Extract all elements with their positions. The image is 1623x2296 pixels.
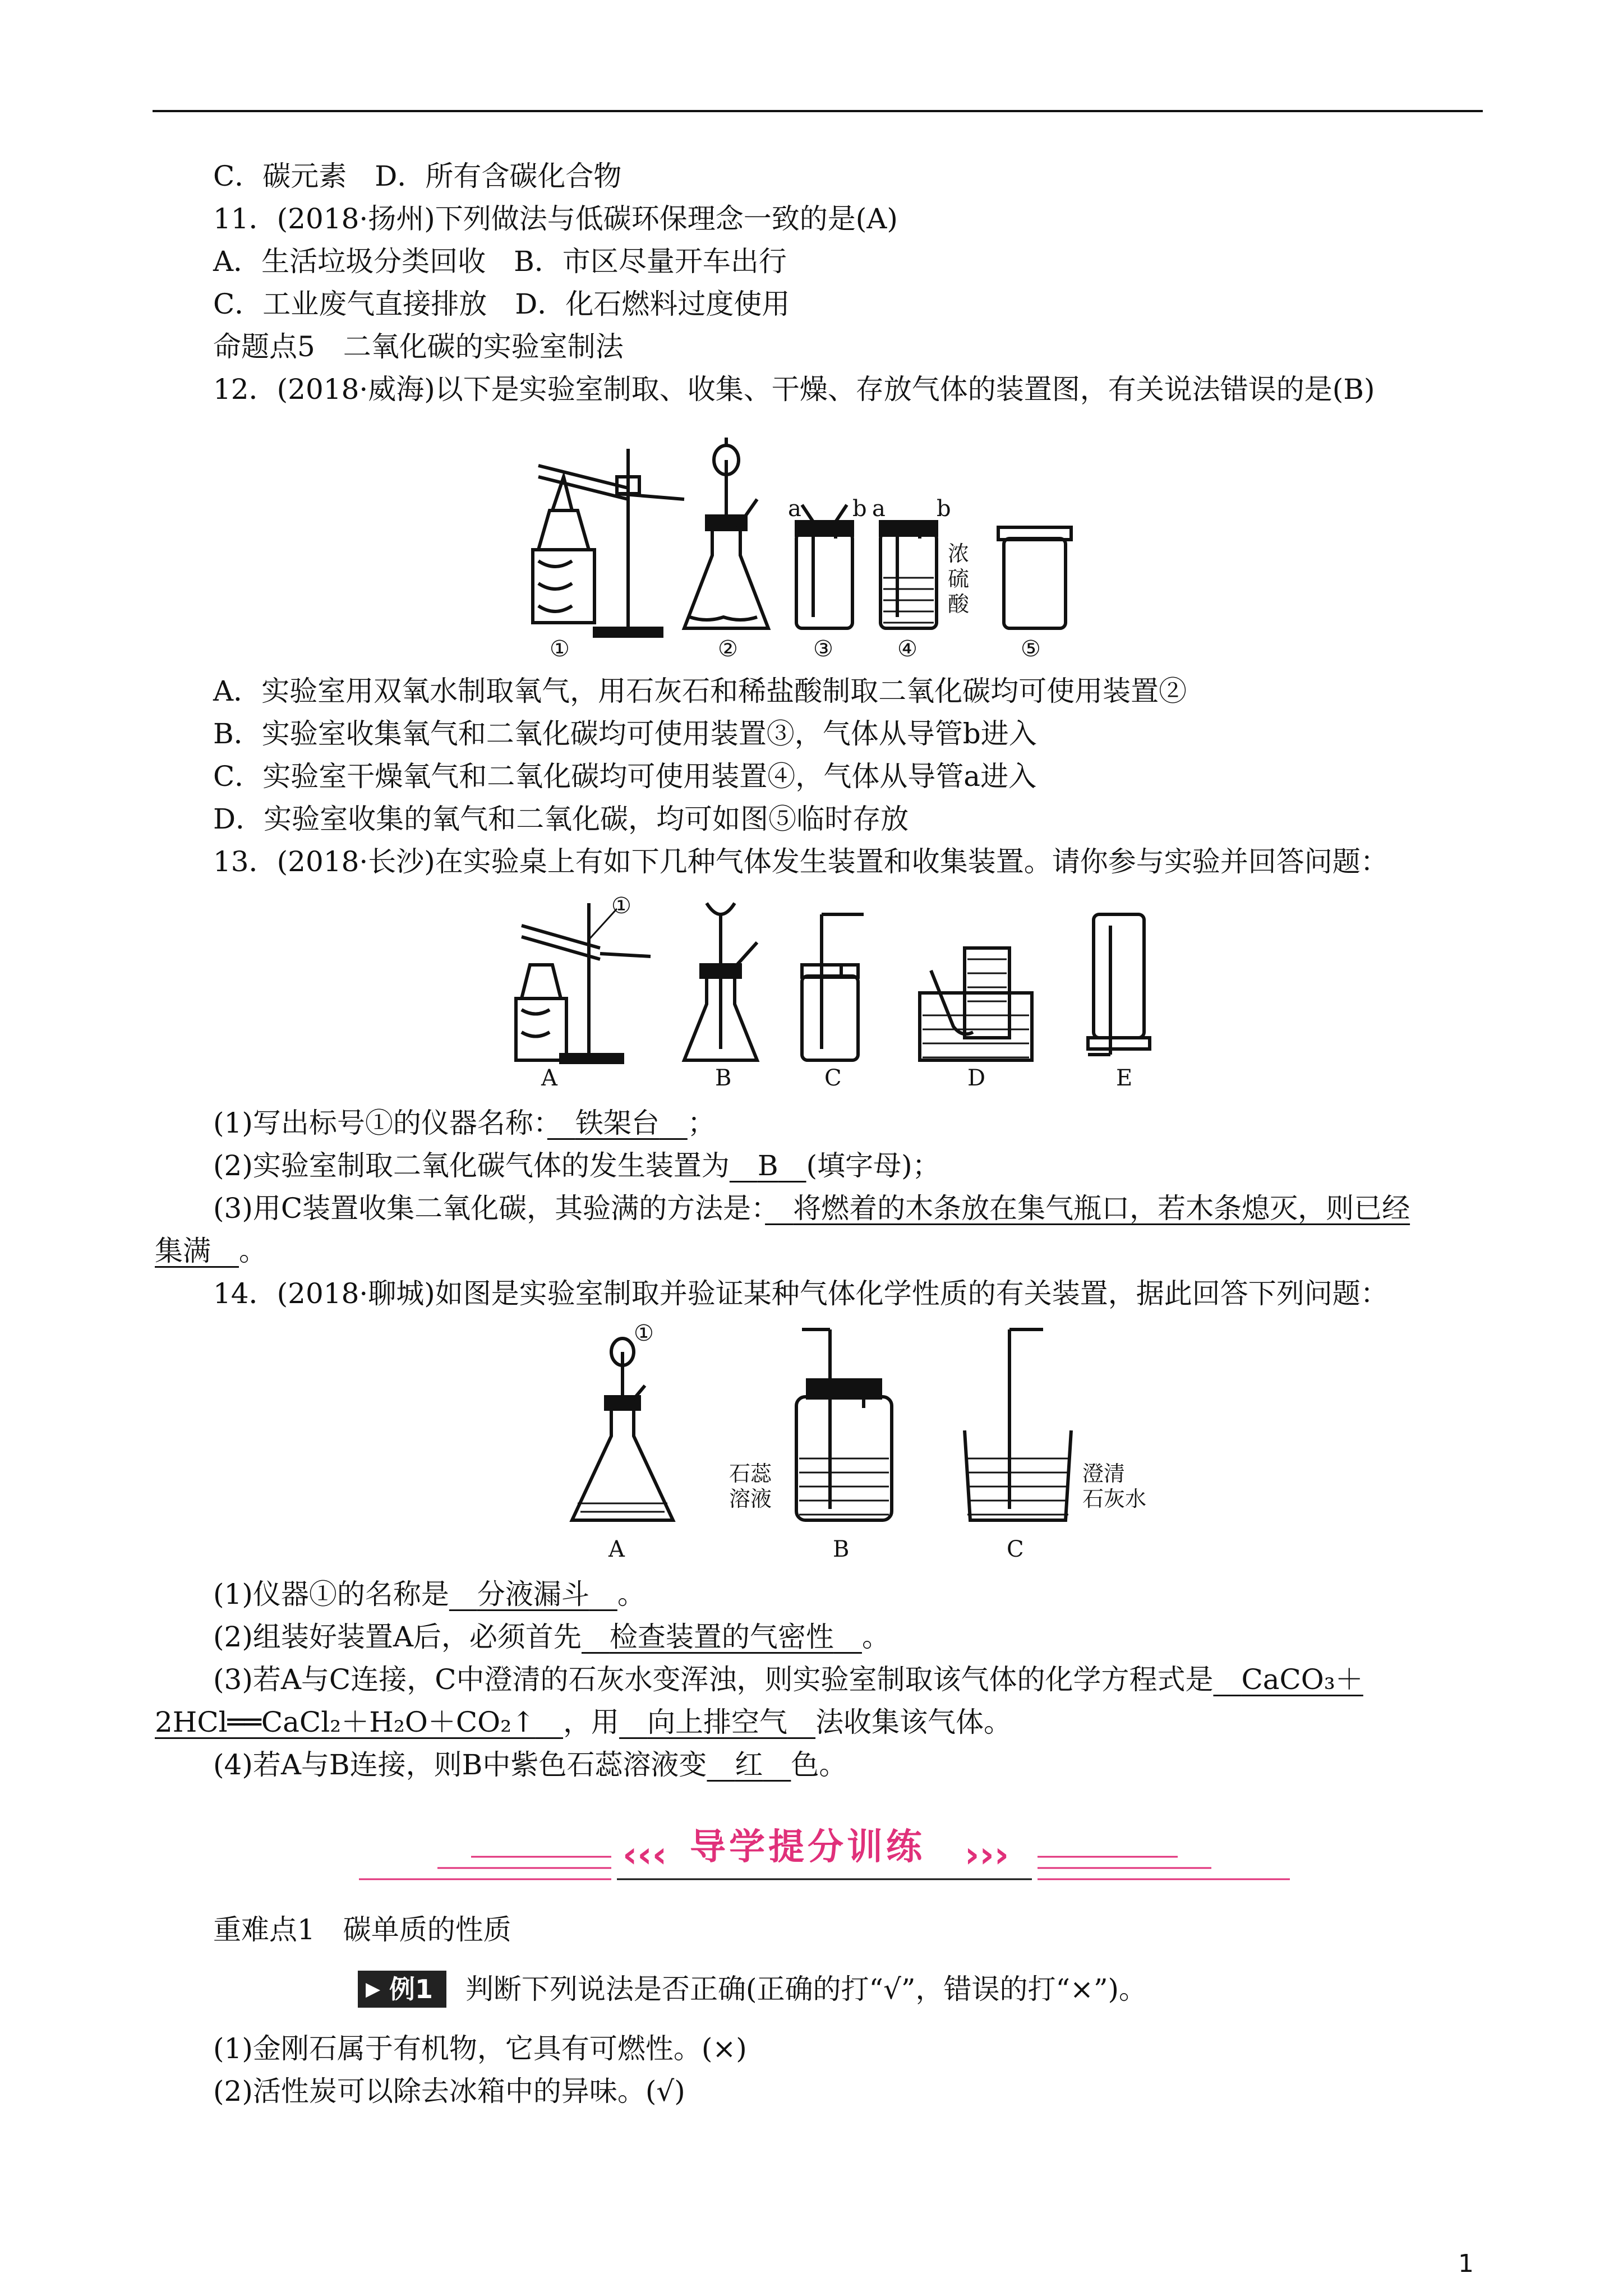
- figure-label: D: [967, 1065, 986, 1091]
- tube-label: b: [852, 496, 867, 522]
- answer-line: (3)若A与C连接，C中澄清的石灰水变浑浊，则实验室制取该气体的化学方程式是 CaCO₃＋: [213, 1663, 1363, 1696]
- question-12: 12．(2018·威海)以下是实验室制取、收集、干燥、存放气体的装置图，有关说法错误的是(B): [213, 373, 1375, 406]
- figure-label: A: [608, 1536, 625, 1562]
- answer-blank: 将燃着的木条放在集气瓶口，若木条熄灭，则已经: [793, 1192, 1410, 1225]
- option-line: C．实验室干燥氧气和二氧化碳均可使用装置④，气体从导管a进入: [213, 760, 1037, 793]
- answer-line: (2)组装好装置A后，必须首先 检查装置的气密性 。: [213, 1621, 890, 1653]
- section-heading: 命题点5 二氧化碳的实验室制法: [213, 330, 624, 363]
- banner-title: 导学提分训练: [690, 1826, 925, 1868]
- answer-blank: 检查装置的气密性: [609, 1621, 834, 1653]
- marker-label: ①: [634, 1320, 654, 1346]
- banner-arrows: ›››: [965, 1834, 1009, 1876]
- example-item: (2)活性炭可以除去冰箱中的异味。(√): [213, 2075, 685, 2108]
- answer-line: 集满 。: [155, 1235, 267, 1267]
- option-line: C．碳元素 D．所有含碳化合物: [213, 160, 622, 192]
- figure-label: B: [715, 1065, 732, 1091]
- answer-line: (1)仪器①的名称是 分液漏斗 。: [213, 1578, 645, 1611]
- example-item: (1)金刚石属于有机物，它具有可燃性。(×): [213, 2032, 747, 2065]
- answer-line: (2)实验室制取二氧化碳气体的发生装置为 B (填字母)；: [213, 1149, 940, 1182]
- answer-line: 2HCl══CaCl₂＋H₂O＋CO₂↑ ，用 向上排空气 法收集该气体。: [155, 1706, 1012, 1738]
- question-13: 13．(2018·长沙)在实验桌上有如下几种气体发生装置和收集装置。请你参与实验并回答问题：: [213, 845, 1389, 878]
- answer-blank: 2HCl══CaCl₂＋H₂O＋CO₂↑: [155, 1706, 536, 1738]
- litmus-label: 溶液: [729, 1487, 772, 1511]
- litmus-label: 石蕊: [729, 1461, 772, 1486]
- figure-label: ③: [813, 636, 833, 662]
- figure-label: B: [833, 1536, 850, 1562]
- figure-14-apparatus: [561, 1318, 1155, 1565]
- answer-blank: 向上排空气: [647, 1706, 788, 1738]
- answer-blank: B: [757, 1149, 778, 1182]
- option-line: A．实验室用双氧水制取氧气，用石灰石和稀盐酸制取二氧化碳均可使用装置②: [213, 675, 1187, 707]
- acid-label: 酸: [948, 592, 970, 616]
- section-heading: 重难点1 碳单质的性质: [213, 1913, 511, 1946]
- play-icon: ▶: [366, 1978, 381, 2000]
- figure-label: ②: [718, 636, 738, 662]
- question-11: 11．(2018·扬州)下列做法与低碳环保理念一致的是(A): [213, 203, 898, 235]
- figure-label: ④: [897, 636, 917, 662]
- answer-blank: 集满: [155, 1235, 211, 1267]
- figure-label: A: [541, 1065, 557, 1091]
- figure-label: C: [824, 1065, 842, 1091]
- answer-blank: CaCO₃＋: [1241, 1663, 1363, 1696]
- answer-blank: 红: [735, 1749, 763, 1781]
- option-line: C．工业废气直接排放 D．化石燃料过度使用: [213, 288, 790, 320]
- figure-13-apparatus: [505, 892, 1211, 1099]
- option-line: D．实验室收集的氧气和二氧化碳，均可如图⑤临时存放: [213, 803, 909, 835]
- question-14: 14．(2018·聊城)如图是实验室制取并验证某种气体化学性质的有关装置，据此回答下列问题：: [213, 1277, 1389, 1310]
- answer-blank: 铁架台: [575, 1107, 660, 1139]
- figure-label: E: [1116, 1065, 1133, 1091]
- limewater-label: 石灰水: [1082, 1487, 1147, 1511]
- answer-line: (3)用C装置收集二氧化碳，其验满的方法是： 将燃着的木条放在集气瓶口，若木条熄灭，则已经: [213, 1192, 1410, 1225]
- option-line: A．生活垃圾分类回收 B．市区尽量开车出行: [213, 245, 787, 278]
- example-prompt: 判断下列说法是否正确(正确的打“√”，错误的打“×”)。: [465, 1973, 1147, 2005]
- limewater-label: 澄清: [1082, 1461, 1126, 1486]
- figure-12-apparatus: [516, 426, 1178, 662]
- tube-label: a: [788, 496, 801, 522]
- figure-label: ①: [550, 636, 570, 662]
- option-line: B．实验室收集氧气和二氧化碳均可使用装置③，气体从导管b进入: [213, 717, 1037, 750]
- answer-blank: 分液漏斗: [477, 1578, 589, 1611]
- example-label: 例1: [389, 1974, 434, 2004]
- page-number: 1: [1458, 2249, 1474, 2278]
- banner-arrows: ‹‹‹: [623, 1834, 667, 1876]
- header-rule: [153, 110, 1483, 112]
- figure-label: ⑤: [1021, 636, 1041, 662]
- tube-label: b: [937, 496, 951, 522]
- answer-line: (4)若A与B连接，则B中紫色石蕊溶液变 红 色。: [213, 1749, 847, 1781]
- acid-label: 浓: [948, 541, 970, 566]
- acid-label: 硫: [948, 567, 970, 591]
- marker-label: ①: [611, 893, 631, 919]
- tube-label: a: [872, 496, 886, 522]
- example-badge: [358, 1971, 446, 2008]
- answer-line: (1)写出标号①的仪器名称： 铁架台 ；: [213, 1107, 716, 1139]
- figure-label: C: [1007, 1536, 1024, 1562]
